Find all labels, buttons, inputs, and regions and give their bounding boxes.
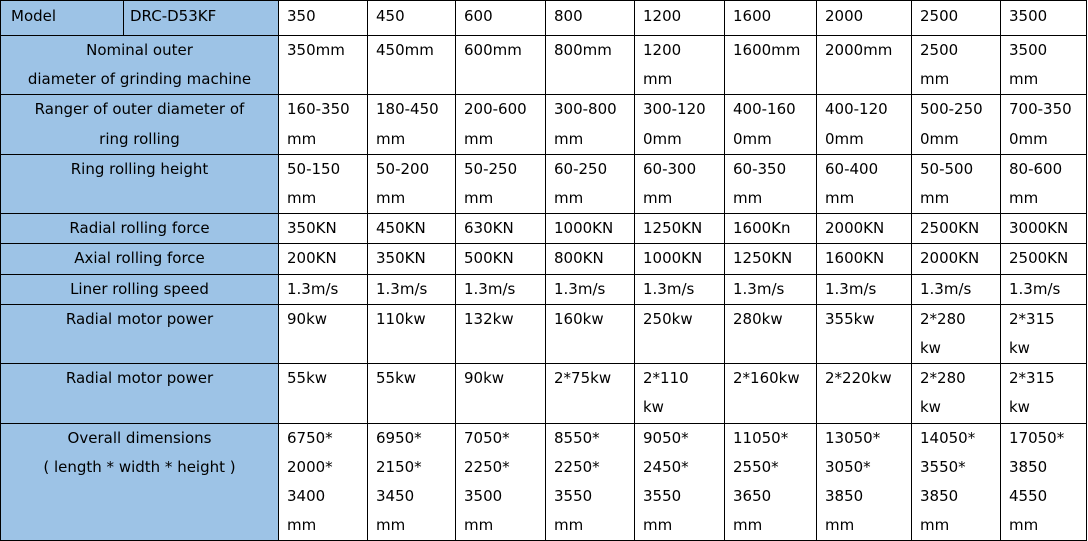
- table-row: [1, 36, 1087, 95]
- value-cell: 1600mm: [725, 36, 817, 95]
- value-cell: 1.3m/s: [456, 274, 546, 304]
- size-cell: 600: [456, 1, 546, 36]
- value-cell: 6750* 2000* 3400 mm: [279, 423, 368, 541]
- value-cell: 60-350 mm: [725, 154, 817, 213]
- value-cell: 2*110 kw: [635, 364, 725, 423]
- value-cell: 2500 mm: [912, 36, 1001, 95]
- value-cell: 1250KN: [725, 244, 817, 274]
- size-cell: 1600: [725, 1, 817, 36]
- size-cell: 350: [279, 1, 368, 36]
- value-cell: 50-150 mm: [279, 154, 368, 213]
- value-cell: 17050* 3850 4550 mm: [1001, 423, 1087, 541]
- value-cell: 160-350 mm: [279, 95, 368, 154]
- value-cell: 1000KN: [635, 244, 725, 274]
- value-cell: 2*75kw: [546, 364, 635, 423]
- value-cell: 300-800 mm: [546, 95, 635, 154]
- size-cell: 450: [368, 1, 456, 36]
- row-label: Overall dimensions ( length * width * height ): [1, 423, 279, 541]
- table-row: [1, 154, 1087, 213]
- value-cell: 3000KN: [1001, 214, 1087, 244]
- table-row: [1, 274, 1087, 304]
- value-cell: 1.3m/s: [1001, 274, 1087, 304]
- value-cell: 350KN: [279, 214, 368, 244]
- value-cell: 8550* 2250* 3550 mm: [546, 423, 635, 541]
- value-cell: 350mm: [279, 36, 368, 95]
- value-cell: 700-350 0mm: [1001, 95, 1087, 154]
- value-cell: 1600KN: [817, 244, 912, 274]
- value-cell: 132kw: [456, 304, 546, 363]
- value-cell: 1.3m/s: [725, 274, 817, 304]
- value-cell: 1.3m/s: [912, 274, 1001, 304]
- value-cell: 2000KN: [912, 244, 1001, 274]
- row-label: Liner rolling speed: [1, 274, 279, 304]
- value-cell: 800mm: [546, 36, 635, 95]
- row-label: Ring rolling height: [1, 154, 279, 213]
- row-label: Ranger of outer diameter of ring rolling: [1, 95, 279, 154]
- row-label: Nominal outer diameter of grinding machine: [1, 36, 279, 95]
- value-cell: 450mm: [368, 36, 456, 95]
- value-cell: 60-300 mm: [635, 154, 725, 213]
- value-cell: 500-250 0mm: [912, 95, 1001, 154]
- value-cell: 110kw: [368, 304, 456, 363]
- row-label: Radial motor power: [1, 304, 279, 363]
- value-cell: 500KN: [456, 244, 546, 274]
- value-cell: 280kw: [725, 304, 817, 363]
- row-label: Axial rolling force: [1, 244, 279, 274]
- value-cell: 55kw: [368, 364, 456, 423]
- value-cell: 50-500 mm: [912, 154, 1001, 213]
- value-cell: 200-600 mm: [456, 95, 546, 154]
- value-cell: 160kw: [546, 304, 635, 363]
- value-cell: 6950* 2150* 3450 mm: [368, 423, 456, 541]
- value-cell: 630KN: [456, 214, 546, 244]
- value-cell: 50-250 mm: [456, 154, 546, 213]
- value-cell: 2*315 kw: [1001, 364, 1087, 423]
- table-row: [1, 214, 1087, 244]
- table-row: [1, 304, 1087, 363]
- value-cell: 2*280 kw: [912, 304, 1001, 363]
- value-cell: 1.3m/s: [279, 274, 368, 304]
- value-cell: 300-120 0mm: [635, 95, 725, 154]
- value-cell: 1.3m/s: [817, 274, 912, 304]
- value-cell: 1.3m/s: [368, 274, 456, 304]
- size-cell: 800: [546, 1, 635, 36]
- value-cell: 2*280 kw: [912, 364, 1001, 423]
- value-cell: 80-600 mm: [1001, 154, 1087, 213]
- value-cell: 2*315 kw: [1001, 304, 1087, 363]
- header-row: [1, 1, 1087, 36]
- value-cell: 450KN: [368, 214, 456, 244]
- value-cell: 2500KN: [1001, 244, 1087, 274]
- value-cell: 11050* 2550* 3650 mm: [725, 423, 817, 541]
- value-cell: 180-450 mm: [368, 95, 456, 154]
- row-label: Radial rolling force: [1, 214, 279, 244]
- value-cell: 250kw: [635, 304, 725, 363]
- value-cell: 800KN: [546, 244, 635, 274]
- value-cell: 50-200 mm: [368, 154, 456, 213]
- size-cell: 2000: [817, 1, 912, 36]
- size-cell: 2500: [912, 1, 1001, 36]
- value-cell: 1250KN: [635, 214, 725, 244]
- value-cell: 200KN: [279, 244, 368, 274]
- value-cell: 2000KN: [817, 214, 912, 244]
- value-cell: 9050* 2450* 3550 mm: [635, 423, 725, 541]
- value-cell: 1000KN: [546, 214, 635, 244]
- value-cell: 1600Kn: [725, 214, 817, 244]
- value-cell: 90kw: [279, 304, 368, 363]
- size-cell: 3500: [1001, 1, 1087, 36]
- value-cell: 400-160 0mm: [725, 95, 817, 154]
- table-row: [1, 244, 1087, 274]
- value-cell: 1.3m/s: [546, 274, 635, 304]
- value-cell: 2500KN: [912, 214, 1001, 244]
- value-cell: 1200 mm: [635, 36, 725, 95]
- value-cell: 2*220kw: [817, 364, 912, 423]
- value-cell: 600mm: [456, 36, 546, 95]
- table-row: [1, 423, 1087, 541]
- table-row: [1, 364, 1087, 423]
- value-cell: 355kw: [817, 304, 912, 363]
- model-name: DRC-D53KF: [124, 1, 279, 36]
- size-cell: 1200: [635, 1, 725, 36]
- value-cell: 400-120 0mm: [817, 95, 912, 154]
- value-cell: 14050* 3550* 3850 mm: [912, 423, 1001, 541]
- value-cell: 90kw: [456, 364, 546, 423]
- value-cell: 2*160kw: [725, 364, 817, 423]
- value-cell: 60-400 mm: [817, 154, 912, 213]
- value-cell: 13050* 3050* 3850 mm: [817, 423, 912, 541]
- value-cell: 350KN: [368, 244, 456, 274]
- value-cell: 60-250 mm: [546, 154, 635, 213]
- table-row: [1, 95, 1087, 154]
- model-label: Model: [1, 1, 124, 36]
- value-cell: 7050* 2250* 3500 mm: [456, 423, 546, 541]
- value-cell: 1.3m/s: [635, 274, 725, 304]
- value-cell: 3500 mm: [1001, 36, 1087, 95]
- value-cell: 2000mm: [817, 36, 912, 95]
- value-cell: 55kw: [279, 364, 368, 423]
- row-label: Radial motor power: [1, 364, 279, 423]
